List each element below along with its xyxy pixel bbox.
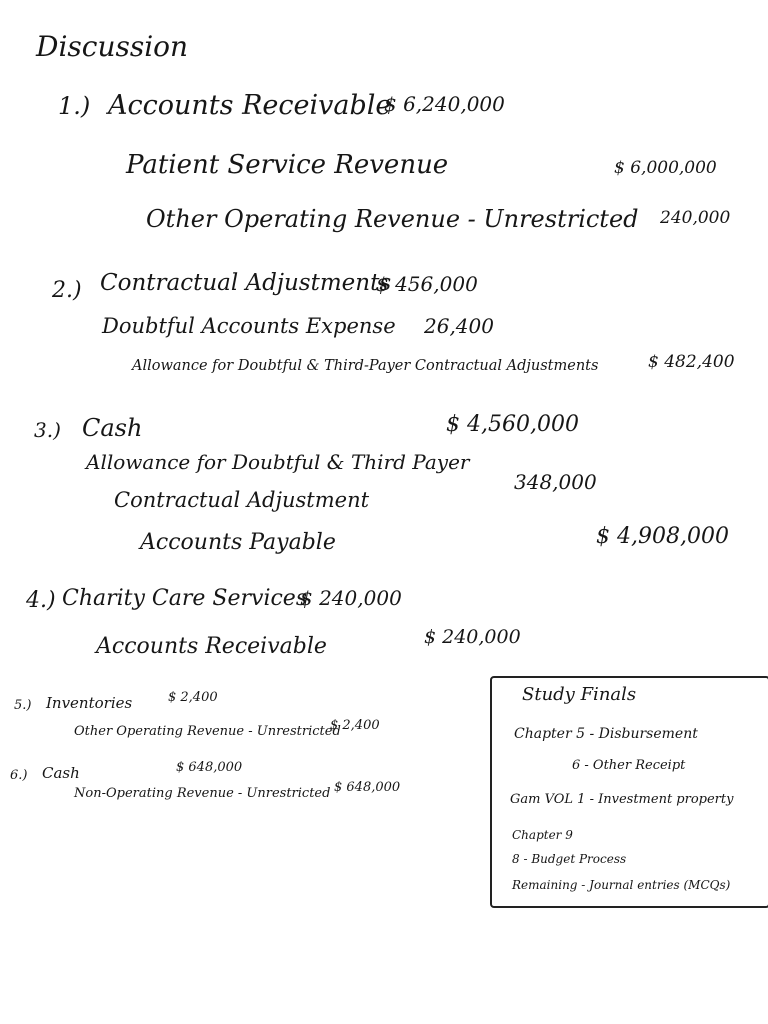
page-title: Discussion <box>36 30 189 63</box>
entry-line-debit: $ 2,400 <box>168 690 218 705</box>
entry-line-account: Patient Service Revenue <box>126 150 449 180</box>
entry-line-account: Accounts Receivable <box>96 634 327 659</box>
entry-line-account: Doubtful Accounts Expense <box>102 314 396 338</box>
entry-line-account: Other Operating Revenue - Unrestricted <box>146 205 639 233</box>
study-box-line: Gam VOL 1 - Investment property <box>510 792 734 807</box>
entry-line-debit: $ 240,000 <box>300 586 402 610</box>
entry-line-account: Contractual Adjustments <box>100 270 392 296</box>
entry-line-account: Allowance for Doubtful & Third Payer <box>86 450 470 474</box>
entry-line-account: Allowance for Doubtful & Third-Payer Contractual Adjustments <box>132 358 599 374</box>
entry-number: 6.) <box>10 768 28 783</box>
study-box-line: 8 - Budget Process <box>512 852 627 866</box>
entry-number: 3.) <box>34 418 61 442</box>
entry-line-credit: $ 2,400 <box>330 718 380 733</box>
entry-number: 2.) <box>52 278 82 303</box>
entry-line-debit: $ 648,000 <box>176 760 243 775</box>
entry-line-account: Non-Operating Revenue - Unrestricted <box>74 786 331 801</box>
entry-line-account: Accounts Payable <box>140 530 336 555</box>
entry-line-account: Other Operating Revenue - Unrestricted <box>74 724 341 739</box>
study-box-line: Chapter 9 <box>512 828 573 842</box>
entry-line-debit: $ 4,560,000 <box>446 412 579 437</box>
entry-line-credit: $ 240,000 <box>424 626 521 648</box>
entry-number: 1.) <box>58 92 91 120</box>
entry-line-account: Contractual Adjustment <box>114 488 370 512</box>
entry-line-account: Cash <box>82 414 143 442</box>
entry-line-credit: $ 482,400 <box>648 352 735 372</box>
entry-number: 4.) <box>26 588 56 613</box>
entry-line-credit: $ 648,000 <box>334 780 401 795</box>
entry-line-account: Cash <box>42 764 80 782</box>
study-box-heading: Study Finals <box>522 684 637 705</box>
entry-number: 5.) <box>14 698 32 713</box>
entry-line-account: Inventories <box>46 694 133 712</box>
entry-line-credit: $ 4,908,000 <box>596 524 729 549</box>
study-box-line: Chapter 5 - Disbursement <box>514 726 698 742</box>
entry-line-debit: 26,400 <box>424 314 494 338</box>
entry-line-credit: 240,000 <box>660 208 731 228</box>
entry-line-debit: $ 456,000 <box>376 272 478 296</box>
entry-line-debit: $ 6,240,000 <box>384 92 505 116</box>
entry-line-account: Charity Care Services <box>62 586 308 611</box>
entry-line-credit: $ 6,000,000 <box>614 158 717 178</box>
study-box-line: Remaining - Journal entries (MCQs) <box>512 878 731 892</box>
entry-line-account: Accounts Receivable <box>108 90 392 121</box>
study-box-line: 6 - Other Receipt <box>572 758 686 773</box>
entry-line-debit: 348,000 <box>514 470 597 494</box>
